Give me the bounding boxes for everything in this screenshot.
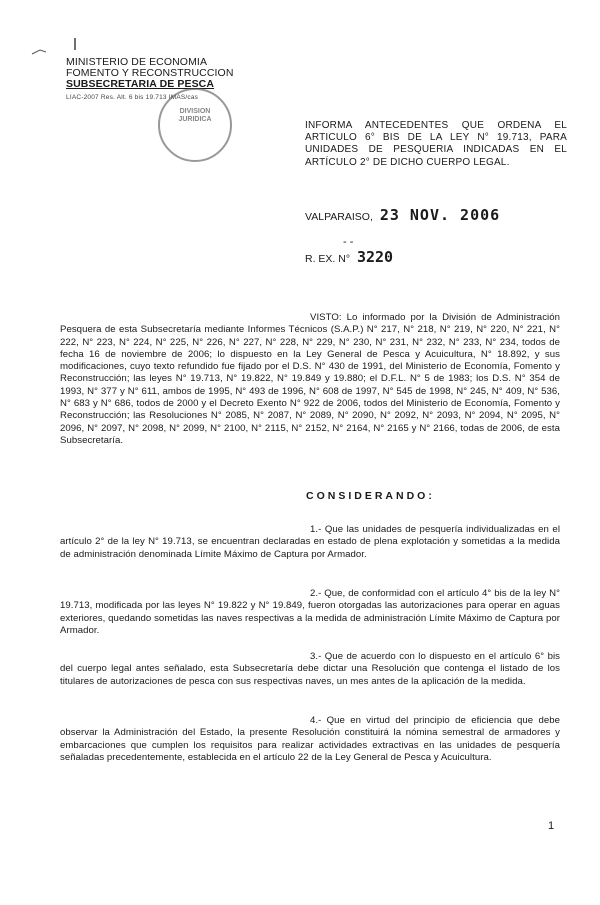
document-title: INFORMA ANTECEDENTES QUE ORDENA EL ARTICULO 6° BIS DE LA LEY N° 19.713, PARA UNIDADES DE PESQUERIA INDICADAS EN EL ARTÍCULO 2° DE DICHO CUERPO LEGAL.	[305, 120, 567, 168]
place-label: VALPARAISO,	[305, 211, 373, 223]
dash-mark: - -	[343, 236, 354, 248]
juridica-stamp	[158, 88, 232, 162]
page-number: 1	[548, 820, 555, 832]
considerando-3: 3.- Que de acuerdo con lo dispuesto en el artículo 6° bis del cuerpo legal antes señalado, esta Subsecretaría debe dictar una Resolución que contenga el listado de los titulares de autorizaciones de pesca con sus respectivas naves, un mes antes de la aplicación de la medida.	[60, 651, 560, 687]
header-ref: LIAC-2007 Res. Alt. 6 bis 19.713 IMAS/cas	[66, 94, 199, 101]
place-date	[305, 206, 500, 224]
date-stamp: 23 NOV. 2006	[379, 206, 501, 224]
considerando-heading: CONSIDERANDO:	[306, 490, 435, 502]
header-line-1: MINISTERIO DE ECONOMIA	[66, 56, 208, 68]
header-line-2: FOMENTO Y RECONSTRUCCION	[66, 67, 234, 79]
considerando-4: 4.- Que en virtud del principio de eficiencia que debe observar la Administración del Estado, la presente Resolución constituirá la nómina semestral de armadores y embarcaciones que cumplen los requisitos para realizar actividades extractivas en las unidades de pesquería señaladas precedentemente, establecida en el artículo 22 de la Ley General de Pesca y Acuicultura.	[60, 715, 560, 763]
visto-paragraph: VISTO: Lo informado por la División de Administración Pesquera de esta Subsecretaría mediante Informes Técnicos (S.A.P.) N° 217, N° 218, N° 219, N° 220, N° 221, N° 222, N° 223, N° 224, N° 225, N° 226, N° 227, N° 228, N° 229, N° 230, N° 231, N° 232, N° 233, N° 234, todos de fecha 16 de noviembre de 2006; lo dispuesto en la Ley General de Pesca y Acuicultura, N° 18.892, y sus modificaciones, cuyo texto refundido fue fijado por el D.S. N° 430 de 1991, del Ministerio de Economía, Fomento y Reconstrucción; las leyes N° 19.713, N° 19.822, N° 19.849 y 19.880; el D.F.L. N° 5 de 1983; los D.S. N° 354 de 1993, N° 377 y N° 611, ambos de 1995, N° 493 de 1996, N° 608 de 1997, N° 545 de 1998, N° 245, N° 409, N° 536, N° 683 y N° 686, todos de 2000 y el Decreto Exento N° 922 de 2006, todos del Ministerio de Economía, Fomento y Reconstrucción; las Resoluciones N° 2085, N° 2087, N° 2089, N° 2090, N° 2092, N° 2093, N° 2094, N° 2095, N° 2096, N° 2097, N° 2098, N° 2099, N° 2100, N° 2115, N° 2152, N° 2164, N° 2165 y N° 2166, todas de 2006, de esta Subsecretaría.	[60, 312, 560, 446]
considerando-1: 1.- Que las unidades de pesquería individualizadas en el artículo 2° de la ley N° 19.713, se encuentran declaradas en estado de plena explotación y sometidas a la medida de administración denominada Límite Máximo de Captura por Armador.	[60, 524, 560, 560]
resolution-number	[305, 248, 393, 266]
considerando-2: 2.- Que, de conformidad con el artículo 4° bis de la ley N° 19.713, modificada por las leyes N° 19.822 y N° 19.849, fueron otorgadas las autorizaciones para operar en aguas exteriores, quedando sometidas las naves respectivas a la medida de administración Límite Máximo de Captura por Armador.	[60, 588, 560, 636]
stamp-text: DIVISION JURIDICA	[178, 108, 212, 123]
rex-label: R. EX. N°	[305, 253, 351, 265]
rex-number: 3220	[356, 248, 394, 266]
header-line-3: SUBSECRETARIA DE PESCA	[66, 78, 215, 90]
